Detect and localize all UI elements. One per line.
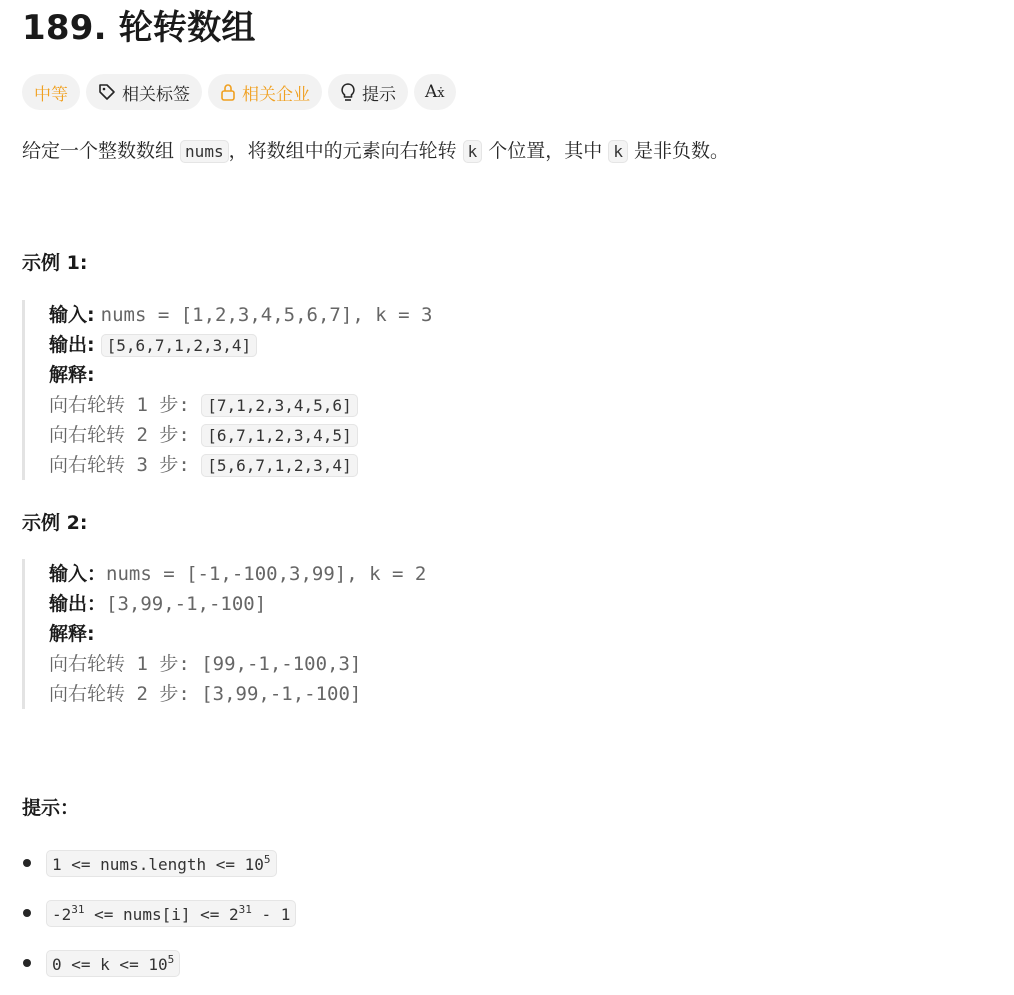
lock-icon <box>220 83 236 101</box>
example-1-output: 输出: [5,6,7,1,2,3,4] <box>49 330 432 360</box>
inline-code-nums: nums <box>180 140 229 163</box>
bullet-icon <box>23 909 31 917</box>
difficulty-badge <box>22 74 80 110</box>
example-2-block <box>22 559 426 709</box>
hint-button[interactable] <box>328 74 408 110</box>
related-tags-label: 相关标签 <box>122 84 190 105</box>
example-1-input: 输入: nums = [1,2,3,4,5,6,7], k = 3 <box>49 304 433 326</box>
hint-label: 提示 <box>362 84 396 105</box>
translate-icon: Aẋ <box>425 82 445 102</box>
example-1-step: 向右轮转 2 步: [6,7,1,2,3,4,5] <box>49 420 432 450</box>
inline-code-k: k <box>463 140 483 163</box>
bullet-icon <box>23 959 31 967</box>
problem-title: 189. 轮转数组 <box>22 8 256 48</box>
example-1-block <box>22 300 432 480</box>
constraint-item: $0 <= k <= 10^5$ <box>22 938 296 988</box>
example-2-output: 输出：[3,99,-1,-100] <box>49 593 267 615</box>
lightbulb-icon <box>340 82 356 102</box>
inline-code-k: k <box>608 140 628 163</box>
example-2-step: 向右轮转 2 步: [3,99,-1,-100] <box>49 683 362 705</box>
example-2-input: 输入：nums = [-1,-100,3,99], k = 2 <box>49 563 427 585</box>
constraint-item: 1 <= nums.length <= $10^5$ <box>22 838 296 888</box>
problem-description: 给定一个整数数组 nums ，将数组中的元素向右轮转 k 个位置，其中 k 是非负数。 <box>22 140 730 162</box>
example-1-step: 向右轮转 1 步: [7,1,2,3,4,5,6] <box>49 390 432 420</box>
related-companies-button[interactable] <box>208 74 322 110</box>
example-2-step: 向右轮转 1 步: [99,-1,-100,3] <box>49 653 362 675</box>
bullet-icon <box>23 859 31 867</box>
translate-button[interactable] <box>414 74 456 110</box>
example-2-heading: 示例 2: <box>22 512 88 534</box>
example-1-step: 向右轮转 3 步: [5,6,7,1,2,3,4] <box>49 450 432 480</box>
example-1-explain: 解释: <box>49 364 95 386</box>
tag-bar <box>22 74 456 110</box>
example-1-heading: 示例 1: <box>22 252 88 274</box>
tag-icon <box>98 83 116 101</box>
related-companies-label: 相关企业 <box>242 84 310 105</box>
example-2-explain: 解释: <box>49 623 95 645</box>
constraints-heading: 提示： <box>22 797 80 819</box>
constraint-item: $-2^{31}$ <= nums[i] <= $2^{31} - 1$ <box>22 888 296 938</box>
constraints-list <box>22 838 296 988</box>
difficulty-label: 中等 <box>34 84 68 105</box>
related-tags-button[interactable] <box>86 74 202 110</box>
